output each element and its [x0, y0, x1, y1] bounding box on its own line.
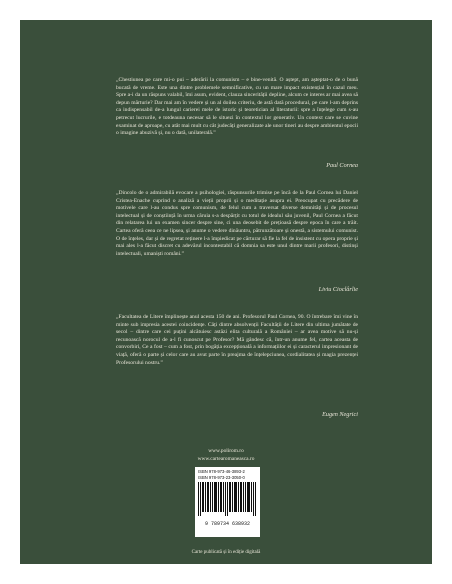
- publisher-urls: [20, 447, 432, 463]
- publisher-url[interactable]: www.cartearomaneasca.ro: [197, 456, 255, 462]
- barcode-icon: [198, 482, 257, 516]
- isbn-number: ISBN 978-973-46-3893-2: [198, 469, 245, 474]
- barcode-digits: 9 789734 638932: [204, 521, 250, 527]
- quote-eugen-negrici: „Facultatea de Litere împlinește anul acesta 150 de ani. Profesorul Paul Cornea, 90. O întrebare îmi vine în minte sub impresia acestei coincidențe. Câți dintre absolvenții Facultății de Litere din ultima jumătate de secol – dintre care cei puțini alcătuiesc astăzi elita culturală a României – ar avea motive să nu-și recunoască norocul de a-l fi cunoscut pe Profesor? Mă gândesc că, într-un anume fel, cartea aceasta de convorbiri, Ce a fost – cum a fost, prin bogăția excepțională a informațiilor ei și caracterul impresionant de viață, oferă o parte și celor care au avut parte în preajma de înțelepciunea, cordialitatea și magia prezenței Profesorului nostru.”: [116, 314, 358, 366]
- quote-paul-cornea: „Chestiunea pe care mi-o pui – aderării la comunism – e bine-venită. O aștept, am așteptat-o de o bună bucată de vreme. Este una dintre problemele semnificative, cu un mare impact existențial în cazul meu. Spre a-i da un răspuns valabil, îmi asum, evident, clauza sincerității depline, alcum ce interes ar mai avea să depun mărturie? Dar mai am în vedere și un al doilea criteriu, de astă dată procedural, pe care l-am deprins ca indispensabil de-a lungul carierei mele de istoric și teoretician al literaturii: spre a înțelege cum s-au petrecut lucrurile, e totdeauna necesar să le situezi în contextul lor generativ. Un context care se cuvine examinat de aproape, cu atât mai mult cu cât judecăți generalizate ale unor tineri au despre ambientul epocii o imagine abuzivă și, nu o dată, unilaterală.”: [116, 77, 358, 137]
- quote-liviu-cioclarlie: „Dincolo de o admirabilă evocare a psihologiei, răspunsurile trimise pe încă de la Paul Cornea lui Daniel Cristea-Enache cuprind o analiză a vieții proprii și o meditație asupra ei. Preocupat cu precădere de motivele care l-au condus spre comunism, de felul cum a traversat diverse demnități și de procesul intelectual și de conștiință în urma căruia s-a despărțit cu totul de idealul său juvenil, Paul Cornea a făcut din relatarea lui un examen sincer despre sine, ci una deosebit de prețioasă despre epoca în care a trăit. Cartea oferă ceea ce ne lipsea, și anume o vedere dinăuntru, pătrunzătoare și onestă, a sistemului comunist. O de înțeles, dar și de regretat reținere l-a împiedicat pe cărturar să fie la fel de insistent cu opera proprie și mai ales l-a făcut discret cu adevărul incontestabil că domnia sa este unul dintre marii profesori, distinși intelectuali, umaniști români.”: [116, 190, 358, 257]
- barcode-box: [195, 467, 260, 537]
- quote-author: Liviu Cioclârlie: [318, 286, 358, 293]
- isbn-number: ISBN 978-973-23-3050-0: [198, 474, 245, 480]
- quote-author: Eugen Negrici: [322, 411, 358, 418]
- back-cover: [20, 20, 432, 564]
- isbn-list: [195, 467, 260, 480]
- publisher-url[interactable]: www.polirom.ro: [208, 448, 244, 454]
- quote-author: Paul Cornea: [326, 162, 358, 169]
- digital-edition-note: Carte publicată și în ediție digitală: [191, 550, 261, 555]
